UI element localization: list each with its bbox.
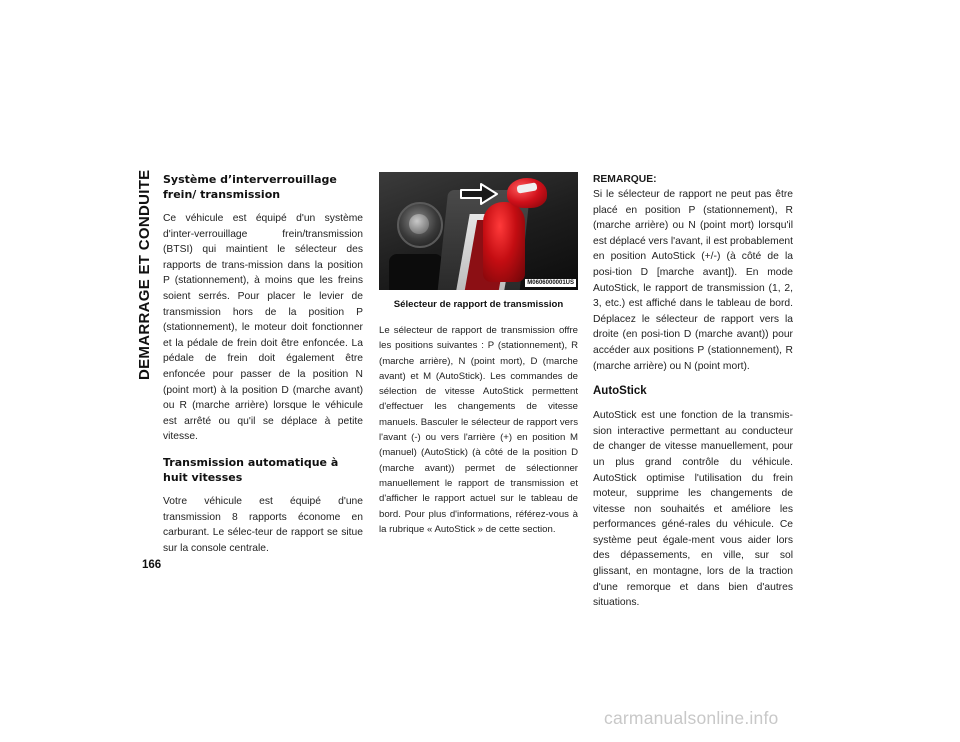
- paragraph-gear-positions: Le sélecteur de rapport de transmission offre les positions suivantes : P (stationnement), R (marche arrière), N (point mort), D (marche avant) et M (AutoStick). Les commandes de sélection de vitesse AutoStick permettent d'effectuer les changements de vitesse manuels. Basculer le sélecteur de rapport vers l'avant (-) ou vers l'arrière (+) en position M (manuel) (AutoStick) (à côté de la position D (marche avant)) permet de sélectionner manuellement le rapport de transmission et d'afficher le rapport actuel sur le tableau de bord. Pour plus d'informations, référez-vous à la rubrique « AutoStick » de cette section.: [379, 325, 578, 535]
- section-title: DEMARRAGE ET CONDUITE: [136, 170, 153, 381]
- column-right: [593, 172, 793, 621]
- column-middle: [379, 172, 578, 547]
- section-side-tab: [136, 170, 154, 680]
- note-body: Si le sélecteur de rapport ne peut pas être placé en position P (stationnement), R (marche arrière) ou N (point mort) lorsqu'il est déplacé vers l'avant, il est probablement en position AutoStick (+/-) (à côté de la posi-tion D [marche avant]). En mode AutoStick, le rapport de transmission (1, 2, 3, etc.) est affiché dans le tableau de bord. Déplacez le sélecteur de rapport vers la droite (en posi-tion D (marche avant)) pour accéder aux positions P (stationnement), R (marche arrière) ou N (point mort).: [593, 189, 794, 372]
- cupholder-shape: [389, 254, 443, 290]
- page-number: 166: [142, 559, 162, 571]
- heading-eight-speed: Transmission automatique à huit vitesses: [163, 455, 339, 484]
- heading-autostick: AutoStick: [593, 385, 647, 398]
- shifter-boot: [483, 202, 525, 282]
- heading-btsi: Système d’interverrouillage frein/ transmission: [163, 173, 337, 201]
- figure-code: M0606000001US: [527, 280, 574, 286]
- gear-selector-photo: [379, 172, 578, 290]
- watermark: carmanualsonline.info: [604, 708, 779, 728]
- paragraph-btsi: Ce véhicule est équipé d'un système d'inter-verrouillage frein/transmission (BTSI) qui maintient le sélecteur des rapports de trans-mission dans la position P (stationnement), à moins que les freins soient serrés. Pour placer le levier de transmission hors de la position P (stationnement), le moteur doit fonctionner et la pédale de frein doit être enfoncée. La pédale de frein doit également être enfoncée pour passer de la position N (point mort) à la position D (marche avant) ou R (marche arrière) lorsque le véhicule est arrêté ou qu'il se déplace à petite vitesse.: [163, 213, 363, 443]
- terrain-dial-center: [409, 214, 429, 234]
- pointer-arrow-icon: [459, 182, 499, 206]
- paragraph-autostick: AutoStick est une fonction de la transmis-sion interactive permettant au conducteur de changer de vitesse manuellement, pour un plus grand contrôle du véhicule. AutoStick optimise l'utilisation du frein moteur, supprime les changements de vitesse non souhaités et améliore les performances géné-rales du véhicule. Ce système peut égale-ment vous aider lors des dépassements, en ville, sur sol glissant, en montagne, lors de la traction d'une remorque et dans bien d'autres situations.: [593, 410, 793, 609]
- paragraph-eight-speed: Votre véhicule est équipé d'une transmission 8 rapports économe en carburant. Le sélec-teur de rapport se situe sur la console centrale.: [163, 495, 363, 554]
- shifter-knob: [507, 178, 547, 208]
- figure-caption: Sélecteur de rapport de transmission: [393, 299, 564, 310]
- note-title: REMARQUE:: [593, 174, 657, 185]
- column-left: [163, 172, 363, 566]
